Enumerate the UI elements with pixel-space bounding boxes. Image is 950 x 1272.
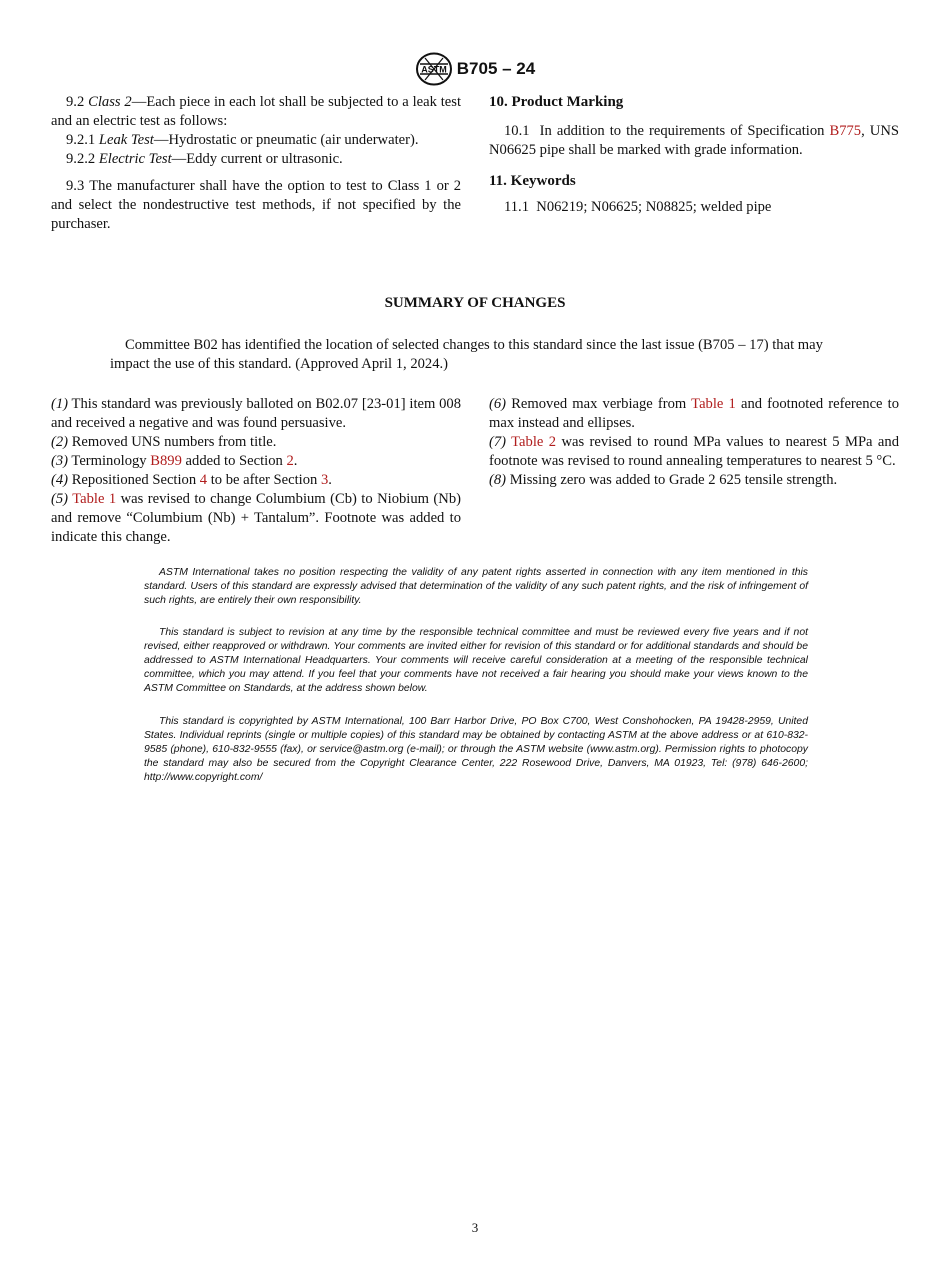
link-section-2[interactable]: 2 [286,453,294,469]
page-number: 3 [471,1220,479,1235]
summary-intro: Committee B02 has identified the location of selected changes to this standard since the last issue (B705 – 17) that may impact the use of this standard. (Approved April 1, 2024.) [110,337,823,372]
copyright-notice: This standard is copyrighted by ASTM International, 100 Barr Harbor Drive, PO Box C700, West Conshohocken, PA 19428-2959, United States. Individual reprints (single or multiple copies) of this standard may be obtained by contacting ASTM at the above address or at 610-832-9585 (phone), 610-832-9555 (fax), or service@astm.org (e-mail); or through the ASTM website (www.astm.org). Permission rights to photocopy the standard may also be secured from the Copyright Clearance Center, 222 Rosewood Drive, Danvers, MA 01923, Tel: (978) 646-2600; http://www.copyright.com/ [144,716,808,783]
paragraph-10-1: 10.1 In addition to the requirements of Specification B775, UNS N06625 pipe shall be marked with grade information. [489,123,899,158]
paragraph-9-2: 9.2 Class 2—Each piece in each lot shall be subjected to a leak test and an electric test as follows: [51,94,462,129]
change-item-4: (4) Repositioned Section 4 to be after Section 3. [51,472,332,488]
change-item-5: (5) Table 1 was revised to change Columbium (Cb) to Niobium (Nb) and remove “Columbium (Nb) + Tantalum”. Footnote was added to indicate this change. [51,491,461,545]
left-column [51,93,461,234]
paragraph-9-2-2: 9.2.2 Electric Test—Eddy current or ultrasonic. [66,151,343,167]
changes-right-column [489,395,899,490]
changes-left-column [51,395,461,547]
link-section-4[interactable]: 4 [199,472,208,488]
paragraph-11-1: 11.1 N06219; N06625; N08825; welded pipe [504,199,772,215]
link-table-2[interactable]: Table 2 [511,434,557,450]
change-item-8: (8) Missing zero was added to Grade 2 625 tensile strength. [489,472,838,488]
link-table-1[interactable]: Table 1 [72,491,117,507]
right-column [489,93,899,217]
change-item-1: (1) This standard was previously balloted on B02.07 [23-01] item 008 and received a negative and was found persuasive. [51,396,461,431]
astm-logo-icon [415,52,453,86]
change-item-6: (6) Removed max verbiage from Table 1 and footnoted reference to max instead and ellipses. [489,396,900,431]
link-table-1[interactable]: Table 1 [691,396,736,412]
change-item-3: (3) Terminology B899 added to Section 2. [51,453,298,469]
link-section-3[interactable]: 3 [320,472,329,488]
revision-notice: This standard is subject to revision at any time by the responsible technical committee and must be reviewed every five years and if not revised, either reapproved or withdrawn. Your comments are invited either for revision of this standard or for additional standards and should be addressed to ASTM International Headquarters. Your comments will receive careful consideration at a meeting of the responsible technical committee, which you may attend. If you feel that your comments have not received a fair hearing you should make your views known to the ASTM Committee on Standards, at the address shown below. [144,627,808,694]
change-item-2: (2) Removed UNS numbers from title. [51,434,277,450]
document-designation: B705 – 24 [456,59,536,78]
link-b899[interactable]: B899 [150,453,182,469]
section-11-title: 11. Keywords [489,173,576,189]
patent-notice: ASTM International takes no position respecting the validity of any patent rights asserted in connection with any item mentioned in this standard. Users of this standard are expressly advised that determination of the validity of any such patent rights, and the risk of infringement of such rights, are entirely their own responsibility. [144,567,808,606]
summary-title: SUMMARY OF CHANGES [384,295,566,311]
change-item-7: (7) Table 2 was revised to round MPa values to nearest 5 MPa and footnote was revised to round annealing temperatures to nearest 5 °C. [489,434,899,469]
link-b775[interactable]: B775 [829,123,862,139]
page-header [0,52,950,86]
paragraph-9-3: 9.3 The manufacturer shall have the option to test to Class 1 or 2 and select the nondestructive test methods, if not specified by the purchaser. [51,178,461,232]
svg-text:ASTM: ASTM [421,64,447,75]
paragraph-9-2-1: 9.2.1 Leak Test—Hydrostatic or pneumatic (air underwater). [66,132,419,148]
section-10-title: 10. Product Marking [489,94,624,110]
